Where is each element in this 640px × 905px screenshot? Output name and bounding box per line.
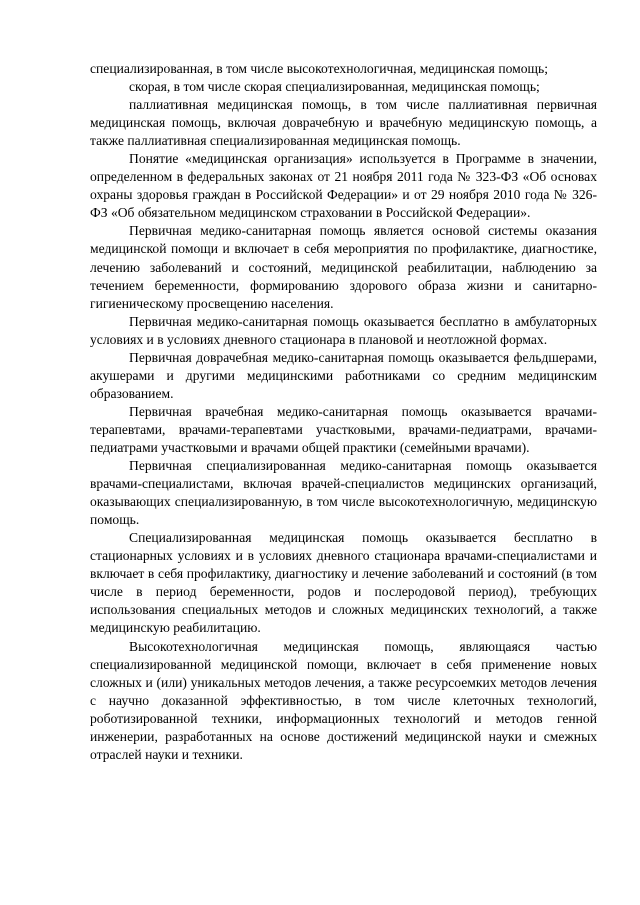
document-page — [90, 60, 597, 764]
paragraph-physician-care: Первичная врачебная медико-санитарная помощь оказывается врачами-терапевтами, врачами-терапевтами участковыми, врачами-педиатрами, врачами-педиатрами участковыми и врачами общей практики (семейными врачами). — [90, 403, 597, 455]
paragraph-specialized-care: Специализированная медицинская помощь оказывается бесплатно в стационарных условиях и в условиях дневного стационара врачами-специалистами и включает в себя профилактику, диагностику и лечение заболеваний и состояний (в том числе в период беременности, родов и послеродовой период), требующих использования специальных методов и сложных медицинских технологий, а также медицинскую реабилитацию. — [90, 530, 597, 636]
paragraph-emergency-care: скорая, в том числе скорая специализированная, медицинская помощь; — [129, 79, 540, 95]
paragraph-specialized-continuation: специализированная, в том числе высокотехнологичная, медицинская помощь; — [90, 61, 548, 76]
paragraph-high-tech-care: Высокотехнологичная медицинская помощь, являющаяся частью специализированной медицинской помощи, включает в себя применение новых сложных и (или) уникальных методов лечения, а также ресурсоемких методов лечения с научно доказанной эффективностью, в том числе клеточных технологий, роботизированной техники, информационных технологий и методов генной инженерии, разработанных на основе достижений медицинской науки и смежных отраслей науки и техники. — [90, 638, 597, 762]
paragraph-primary-care-basis: Первичная медико-санитарная помощь является основой системы оказания медицинской помощи и включает в себя мероприятия по профилактике, диагностике, лечению заболеваний и состояний, медицинской реабилитации, наблюдению за течением беременности, формированию здорового образа жизни и санитарно-гигиеническому просвещению населения. — [90, 223, 597, 311]
paragraph-palliative-care: паллиативная медицинская помощь, в том числе паллиативная первичная медицинская помощь, включая доврачебную и врачебную медицинскую помощь, а также паллиативная специализированная медицинская помощь. — [90, 97, 597, 149]
paragraph-primary-specialized-care: Первичная специализированная медико-санитарная помощь оказывается врачами-специалистами, включая врачей-специалистов медицинских организаций, оказывающих специализированную, в том числе высокотехнологичную, медицинскую помощь. — [90, 458, 597, 528]
paragraph-primary-care-free: Первичная медико-санитарная помощь оказывается бесплатно в амбулаторных условиях и в условиях дневного стационара в плановой и неотложной формах. — [90, 313, 597, 347]
paragraph-pre-physician-care: Первичная доврачебная медико-санитарная помощь оказывается фельдшерами, акушерами и другими медицинскими работниками со средним медицинским образованием. — [90, 349, 597, 401]
paragraph-medical-organization-definition: Понятие «медицинская организация» используется в Программе в значении, определенном в федеральных законах от 21 ноября 2011 года № 323-ФЗ «Об основах охраны здоровья граждан в Российской Федерации» и от 29 ноября 2010 года № 326-ФЗ «Об обязательном медицинском страховании в Российской Федерации». — [90, 151, 597, 221]
